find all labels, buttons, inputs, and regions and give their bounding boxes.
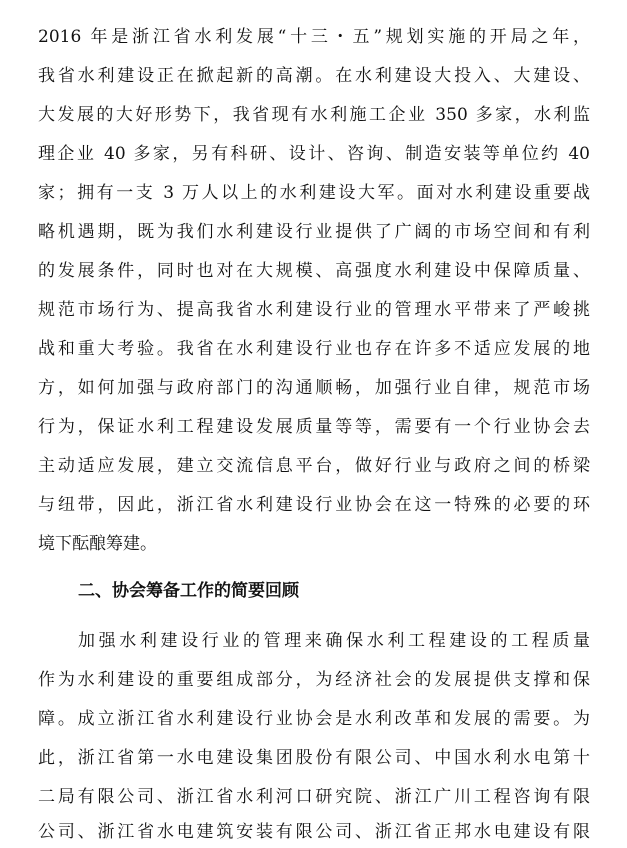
paragraph-1-line-10: 方，如何加强与政府部门的沟通顺畅，加强行业自律，规范市场 xyxy=(38,378,590,398)
paragraph-1-line-3: 大发展的大好形势下，我省现有水利施工企业 350 多家，水利监 xyxy=(38,105,590,125)
paragraph-2-line-4: 此，浙江省第一水电建设集团股份有限公司、中国水利水电第十 xyxy=(38,748,590,768)
paragraph-1-line-1: 2016 年是浙江省水利发展“十三・五”规划实施的开局之年， xyxy=(38,27,590,47)
paragraph-1-line-7: 的发展条件，同时也对在大规模、高强度水利建设中保障质量、 xyxy=(38,261,590,281)
paragraph-2-line-2: 作为水利建设的重要组成部分，为经济社会的发展提供支撑和保 xyxy=(38,670,590,690)
paragraph-2-line-5: 二局有限公司、浙江省水利河口研究院、浙江广川工程咨询有限 xyxy=(38,787,590,807)
paragraph-1-line-13: 与纽带，因此，浙江省水利建设行业协会在这一特殊的必要的环 xyxy=(38,495,590,515)
paragraph-2-line-3: 障。成立浙江省水利建设行业协会是水利改革和发展的需要。为 xyxy=(38,709,590,729)
paragraph-1-line-8: 规范市场行为、提高我省水利建设行业的管理水平带来了严峻挑 xyxy=(38,300,590,320)
paragraph-2-line-6: 公司、浙江省水电建筑安装有限公司、浙江省正邦水电建设有限 xyxy=(38,822,590,842)
paragraph-1-line-2: 我省水利建设正在掀起新的高潮。在水利建设大投入、大建设、 xyxy=(38,66,590,86)
paragraph-1-line-14: 境下酝酿筹建。 xyxy=(38,534,157,554)
paragraph-1-line-6: 略机遇期，既为我们水利建设行业提供了广阔的市场空间和有利 xyxy=(38,222,590,242)
paragraph-2-line-1: 加强水利建设行业的管理来确保水利工程建设的工程质量 xyxy=(78,631,590,651)
paragraph-1-line-12: 主动适应发展，建立交流信息平台，做好行业与政府之间的桥梁 xyxy=(38,456,590,476)
paragraph-1-line-5: 家；拥有一支 3 万人以上的水利建设大军。面对水利建设重要战 xyxy=(38,183,590,203)
paragraph-1-line-9: 战和重大考验。我省在水利建设行业也存在许多不适应发展的地 xyxy=(38,339,590,359)
paragraph-1-line-4: 理企业 40 多家，另有科研、设计、咨询、制造安装等单位约 40 xyxy=(38,144,590,164)
section-heading: 二、协会筹备工作的简要回顾 xyxy=(78,581,299,601)
paragraph-1-line-11: 行为，保证水利工程建设发展质量等等，需要有一个行业协会去 xyxy=(38,417,590,437)
